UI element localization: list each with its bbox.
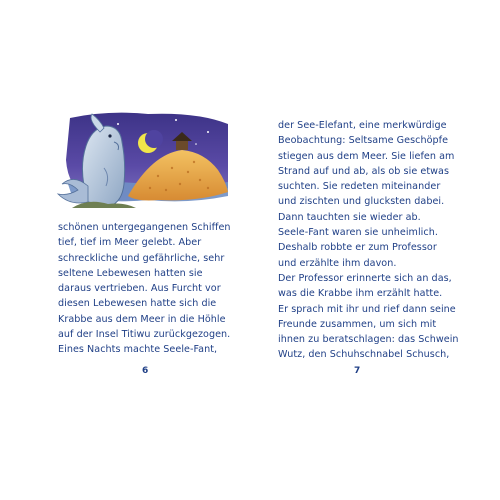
text-line: Seele-Fant waren sie unheimlich. <box>278 227 438 239</box>
text-line: Dann tauchten sie wieder ab. <box>278 211 421 223</box>
left-page-text <box>58 220 231 358</box>
text-line: Freunde zusammen, um sich mit <box>278 318 437 330</box>
text-line: Eines Nachts machte Seele-Fant, <box>58 344 218 356</box>
text-line: auf der Insel Titiwu zurückgezogen. <box>58 329 231 341</box>
text-line: der See-Elefant, eine merkwürdige <box>278 120 447 131</box>
page-number-left: 6 <box>142 366 149 376</box>
text-line: tief, tief im Meer gelebt. Aber <box>58 237 202 249</box>
text-line: seltene Lebewesen hatten sie <box>58 267 203 279</box>
text-line: und zischten und glucksten dabei. <box>278 196 445 208</box>
text-line: Der Professor erinnerte sich an das, <box>278 272 452 284</box>
text-line: was die Krabbe ihm erzählt hatte. <box>278 288 443 300</box>
right-page-text <box>278 118 459 363</box>
text-line: und erzählte ihm davon. <box>278 257 397 269</box>
illustration-image <box>48 110 230 214</box>
page-number-right: 7 <box>354 366 361 376</box>
text-line: Wutz, den Schuhschnabel Schusch, <box>278 349 450 361</box>
text-line: daraus vertrieben. Aus Furcht vor <box>58 283 221 295</box>
text-line: stiegen aus dem Meer. Sie liefen am <box>278 150 455 162</box>
text-line: Deshalb robbte er zum Professor <box>278 242 437 254</box>
right-page <box>250 0 500 500</box>
text-line: Strand auf und ab, als ob sie etwas <box>278 165 450 177</box>
text-line: schönen untergegangenen Schiffen <box>58 222 231 233</box>
text-line: Er sprach mit ihr und rief dann seine <box>278 303 456 315</box>
hut <box>176 140 188 150</box>
illustration-sea-elephant-night <box>48 110 230 214</box>
text-line: schreckliche und gefährliche, sehr <box>58 252 225 264</box>
text-line: Beobachtung: Seltsame Geschöpfe <box>278 135 449 147</box>
text-line: ihnen zu beratschlagen: das Schwein <box>278 334 459 346</box>
text-line: diesen Lebewesen hatte sich die <box>58 298 217 310</box>
text-line: Krabbe aus dem Meer in die Höhle <box>58 313 226 325</box>
text-line: suchten. Sie redeten miteinander <box>278 181 441 193</box>
